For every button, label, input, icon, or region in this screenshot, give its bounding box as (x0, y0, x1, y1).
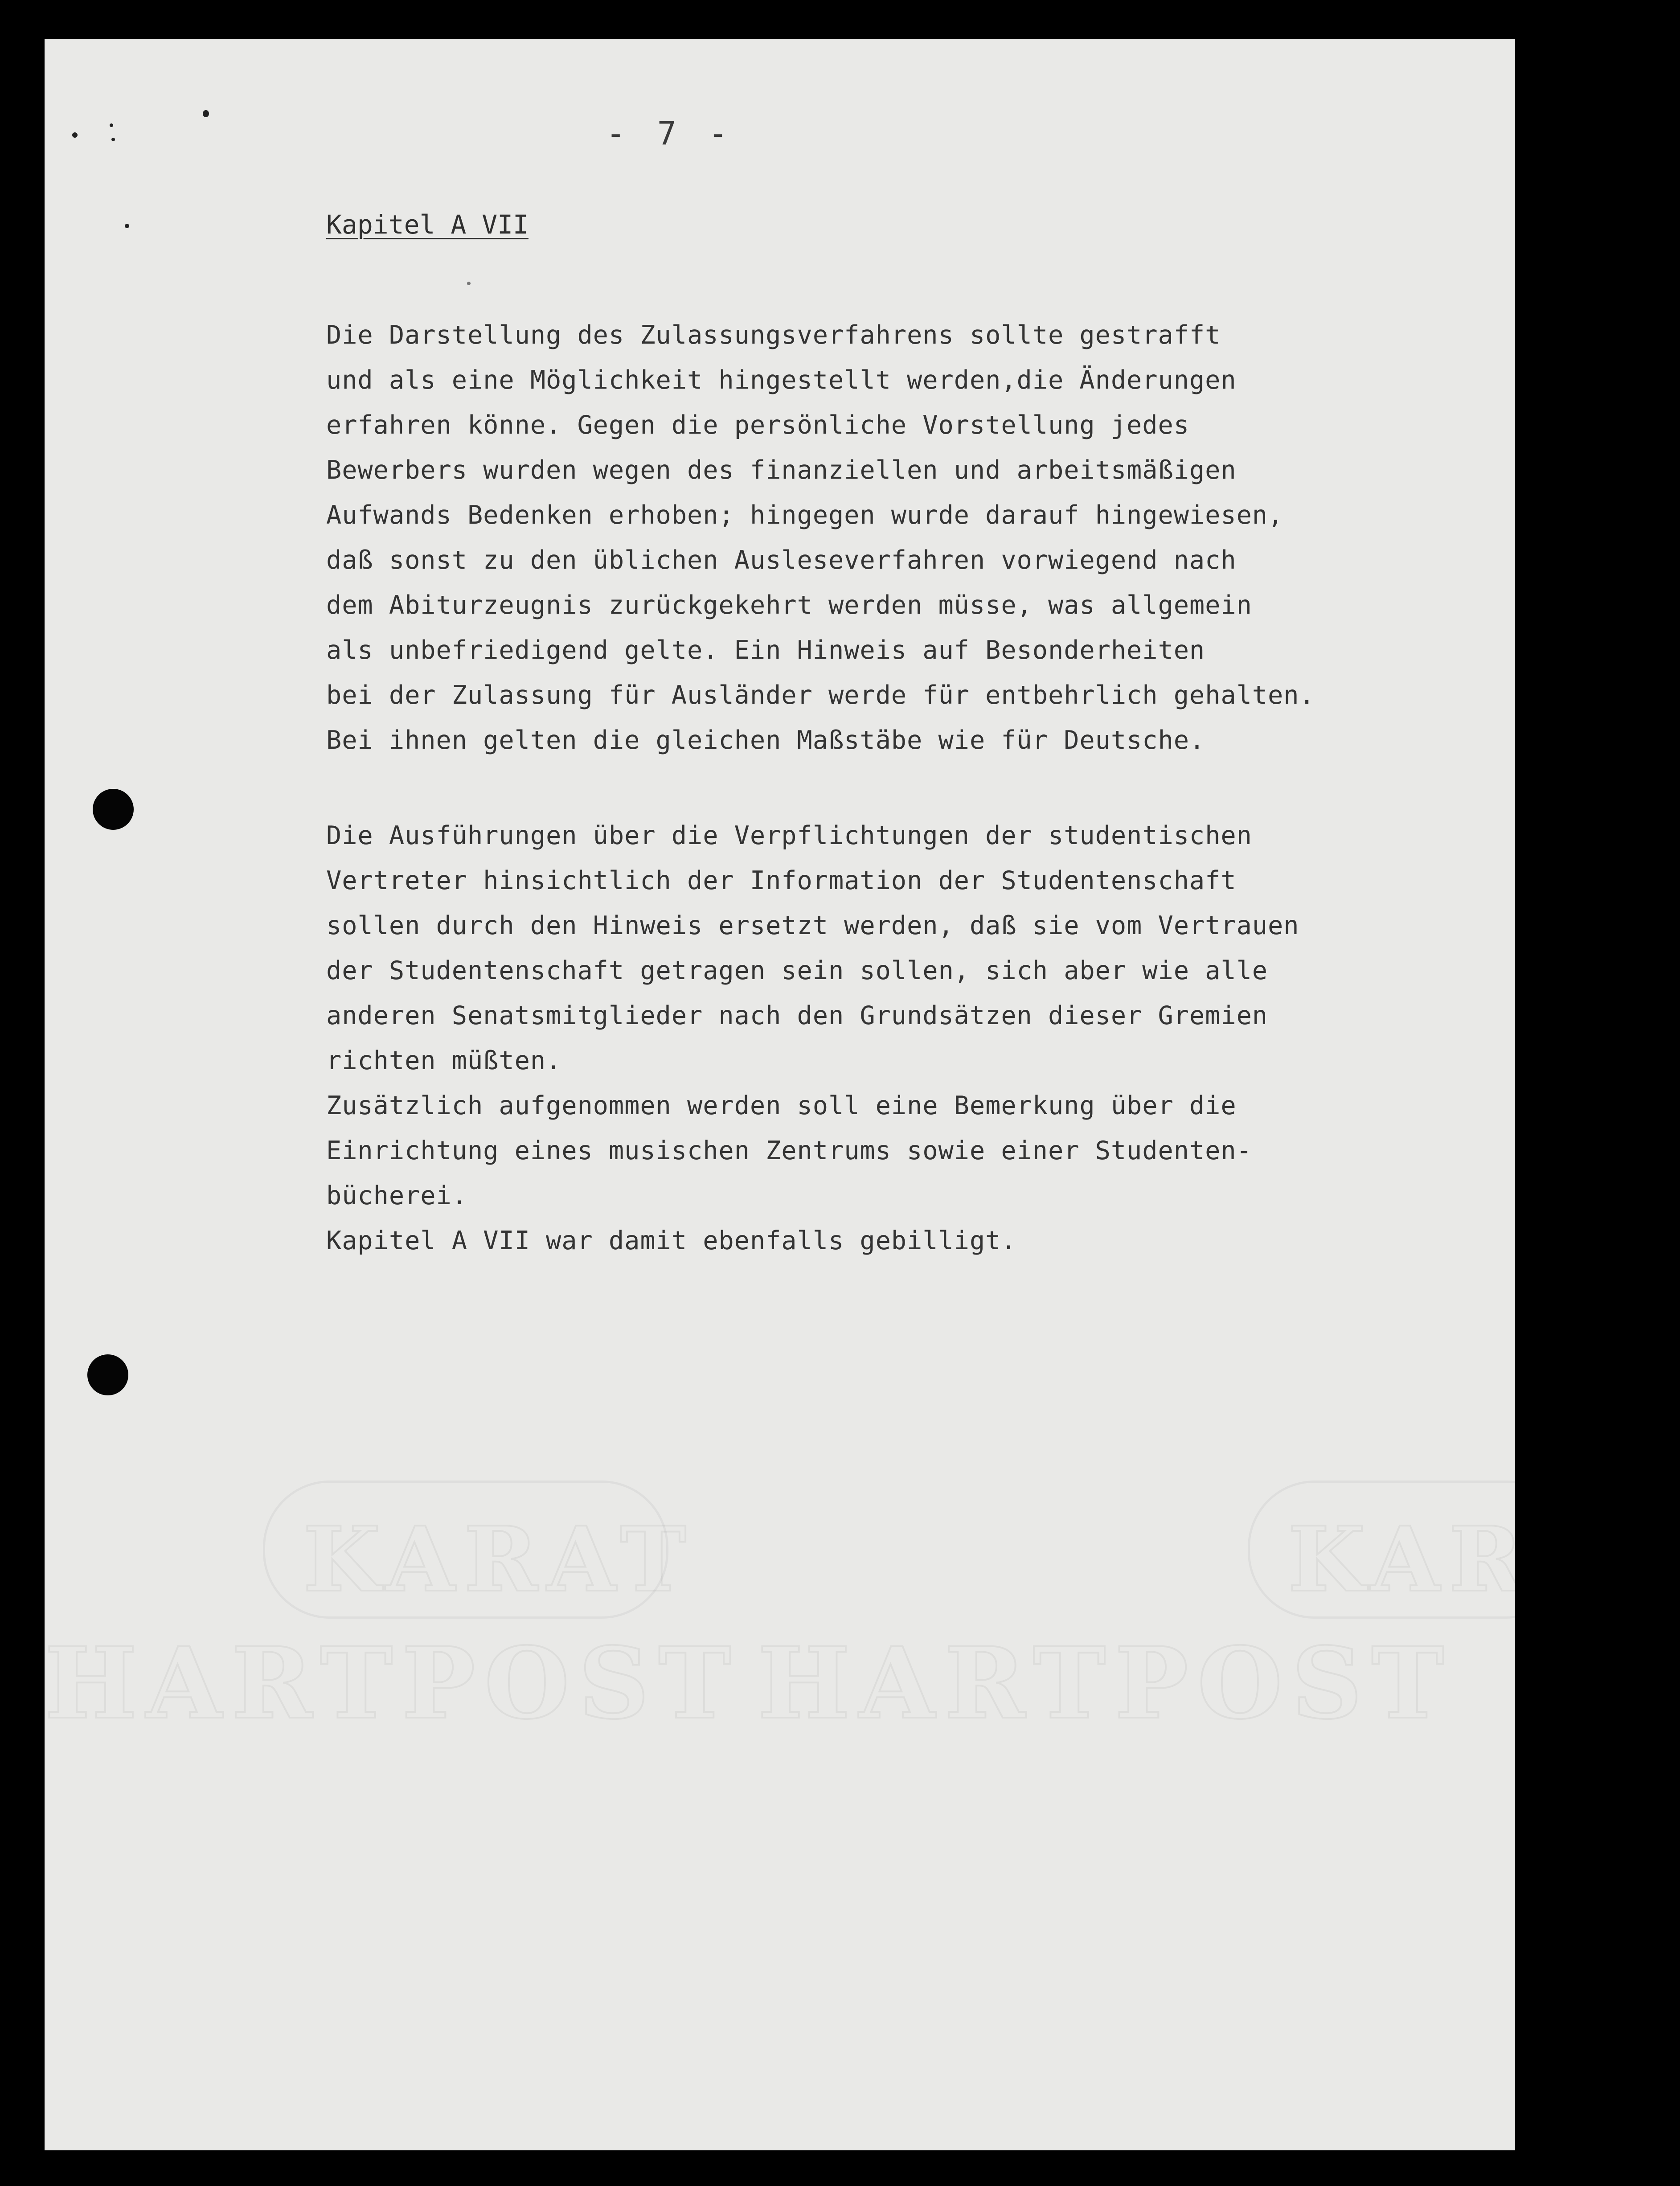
paper-speck (110, 123, 113, 127)
paper-speck (125, 224, 129, 228)
paper-speck (467, 282, 471, 285)
watermark-word: HARTPOST (45, 1625, 740, 1741)
body-paragraph: Die Darstellung des Zulassungsverfahrens sollte gestrafft und als eine Möglichkeit hingestellt werden,die Änderungen erfahren könne. Gegen die persönliche Vorstellung jedes Bewerbers wurden wegen des finanziellen und arbeitsmäßigen Aufwands Bedenken erhoben; hingegen wurde darauf hingewiesen, daß sonst zu den üblichen Ausleseverfahren vorwiegend nach dem Abiturzeugnis zurückgekehrt werden müsse, was allgemein als unbefriedigend gelte. Ein Hinweis auf Besonderheiten bei der Zulassung für Ausländer werde für entbehrlich gehalten. Bei ihnen gelten die gleichen Maßstäbe wie für Deutsche. (326, 320, 1315, 755)
punch-hole (93, 789, 134, 830)
body-paragraph: Die Ausführungen über die Verpflichtungen der studentischen Vertreter hinsichtlich der Information der Studentenschaft sollen durch den Hinweis ersetzt werden, daß sie vom Vertrauen der Studentenschaft getragen sein sollen, sich aber wie alle anderen Senatsmitglieder nach den Grundsätzen dieser Gremien richten müßten. Zusätzlich aufgenommen werden soll eine Bemerkung über die Einrichtung eines musischen Zentrums sowie einer Studenten- bücherei. Kapitel A VII war damit ebenfalls gebilligt. (326, 821, 1299, 1255)
watermark-brand: KARAT (303, 1507, 696, 1612)
watermark-brand: KARAT (1288, 1507, 1680, 1612)
paper-speck (203, 110, 209, 117)
page-number: - 7 - (606, 115, 734, 152)
document-page (45, 39, 1680, 2150)
paper-speck (72, 132, 78, 138)
chapter-heading: Kapitel A VII (326, 209, 529, 240)
paper-speck (111, 138, 115, 141)
watermark-word: HARTPOST (758, 1625, 1453, 1741)
punch-hole (87, 1354, 128, 1395)
